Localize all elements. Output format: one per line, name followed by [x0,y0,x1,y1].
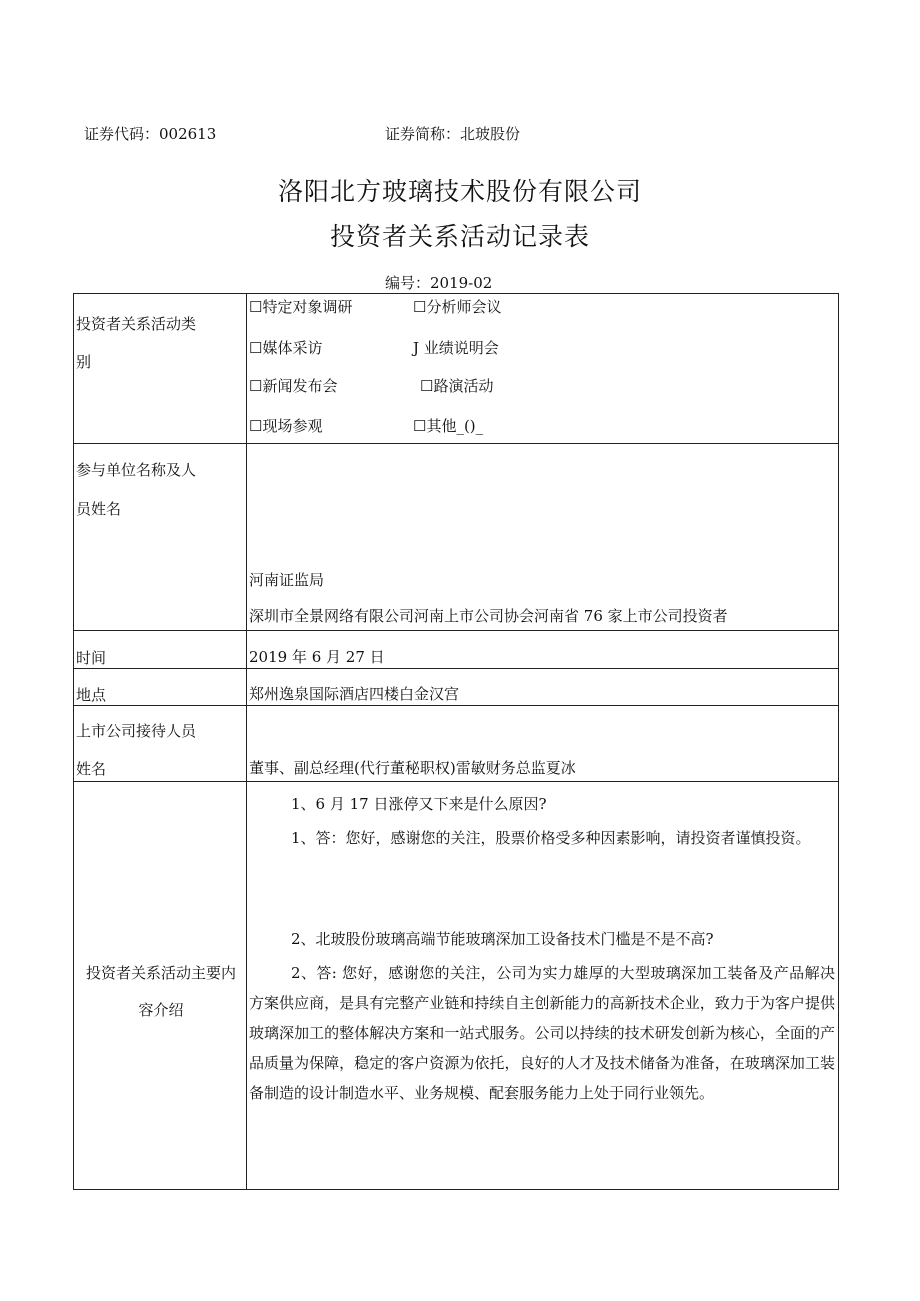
participants-value-line1: 河南证监局 [249,571,325,589]
row-divider [73,668,839,669]
company-title: 洛阳北方玻璃技术股份有限公司 [277,177,642,206]
receptionists-label-line1: 上市公司接待人员 [76,722,197,740]
row-divider [73,781,839,782]
form-title: 投资者关系活动记录表 [329,222,590,251]
document-number: 编号：2019-02 [385,274,493,292]
time-value: 2019 年 6 月 27 日 [249,648,385,666]
option-site-visit: ☐现场参观 [249,417,323,435]
option-press-conference: ☐新闻发布会 [249,377,338,395]
option-roadshow: ☐路演活动 [420,377,494,395]
location-label: 地点 [76,686,107,704]
participants-label-line2: 员姓名 [76,500,122,518]
option-earnings-briefing: J 业绩说明会 [413,339,499,357]
content-label-line2: 容介绍 [138,1001,184,1019]
security-code: 证券代码：002613 [84,125,217,143]
question-2: 2、北玻股份玻璃高端节能玻璃深加工设备技术门槛是不是不高? [291,930,714,948]
option-media-interview: ☐媒体采访 [249,339,323,357]
option-other: ☐其他_()_ [413,417,484,435]
participants-value-line2: 深圳市全景网络有限公司河南上市公司协会河南省 76 家上市公司投资者 [249,607,728,625]
table-border-left [73,293,74,1190]
location-value: 郑州逸泉国际酒店四楼白金汉宫 [249,685,460,703]
column-divider [246,293,247,1190]
answer-2: 2、答: 您好，感谢您的关注，公司为实力雄厚的大型玻璃深加工装备及产品解决方案供应商，是具有完整产业链和持续自主创新能力的高新技术企业，致力于为客户提供玻璃深加工的整体解决方案和一站式服务。公司以持续的技术研发创新为核心，全面的产品质量为保障，稳定的客户资源为依托，良好的人才及技术储备为准备，在玻璃深加工装备制造的设计制造水平、业务规模、配套服务能力上处于同行业领先。 [249,964,835,1102]
time-label: 时间 [76,649,107,667]
content-label-line1: 投资者关系活动主要内 [85,964,236,982]
table-border-bottom [73,1189,839,1190]
row-divider [73,705,839,706]
security-abbreviation: 证券简称：北玻股份 [385,125,521,143]
participants-label-line1: 参与单位名称及人 [76,461,197,479]
option-analyst-meeting: ☐分析师会议 [413,298,502,316]
answer-1: 1、答：您好，感谢您的关注，股票价格受多种因素影响，请投资者谨慎投资。 [291,829,811,847]
option-specific-research: ☐特定对象调研 [249,298,353,316]
table-border-top [73,293,839,294]
receptionists-value: 董事、副总经理(代行董秘职权)雷敏财务总监夏冰 [249,759,576,777]
row-divider [73,443,839,444]
row-divider [73,630,839,631]
table-border-right [838,293,839,1190]
category-label-line2: 别 [76,353,92,371]
question-1: 1、6 月 17 日涨停又下来是什么原因? [291,795,547,813]
category-label-line1: 投资者关系活动类 [76,315,197,333]
receptionists-label-line2: 姓名 [76,760,107,778]
